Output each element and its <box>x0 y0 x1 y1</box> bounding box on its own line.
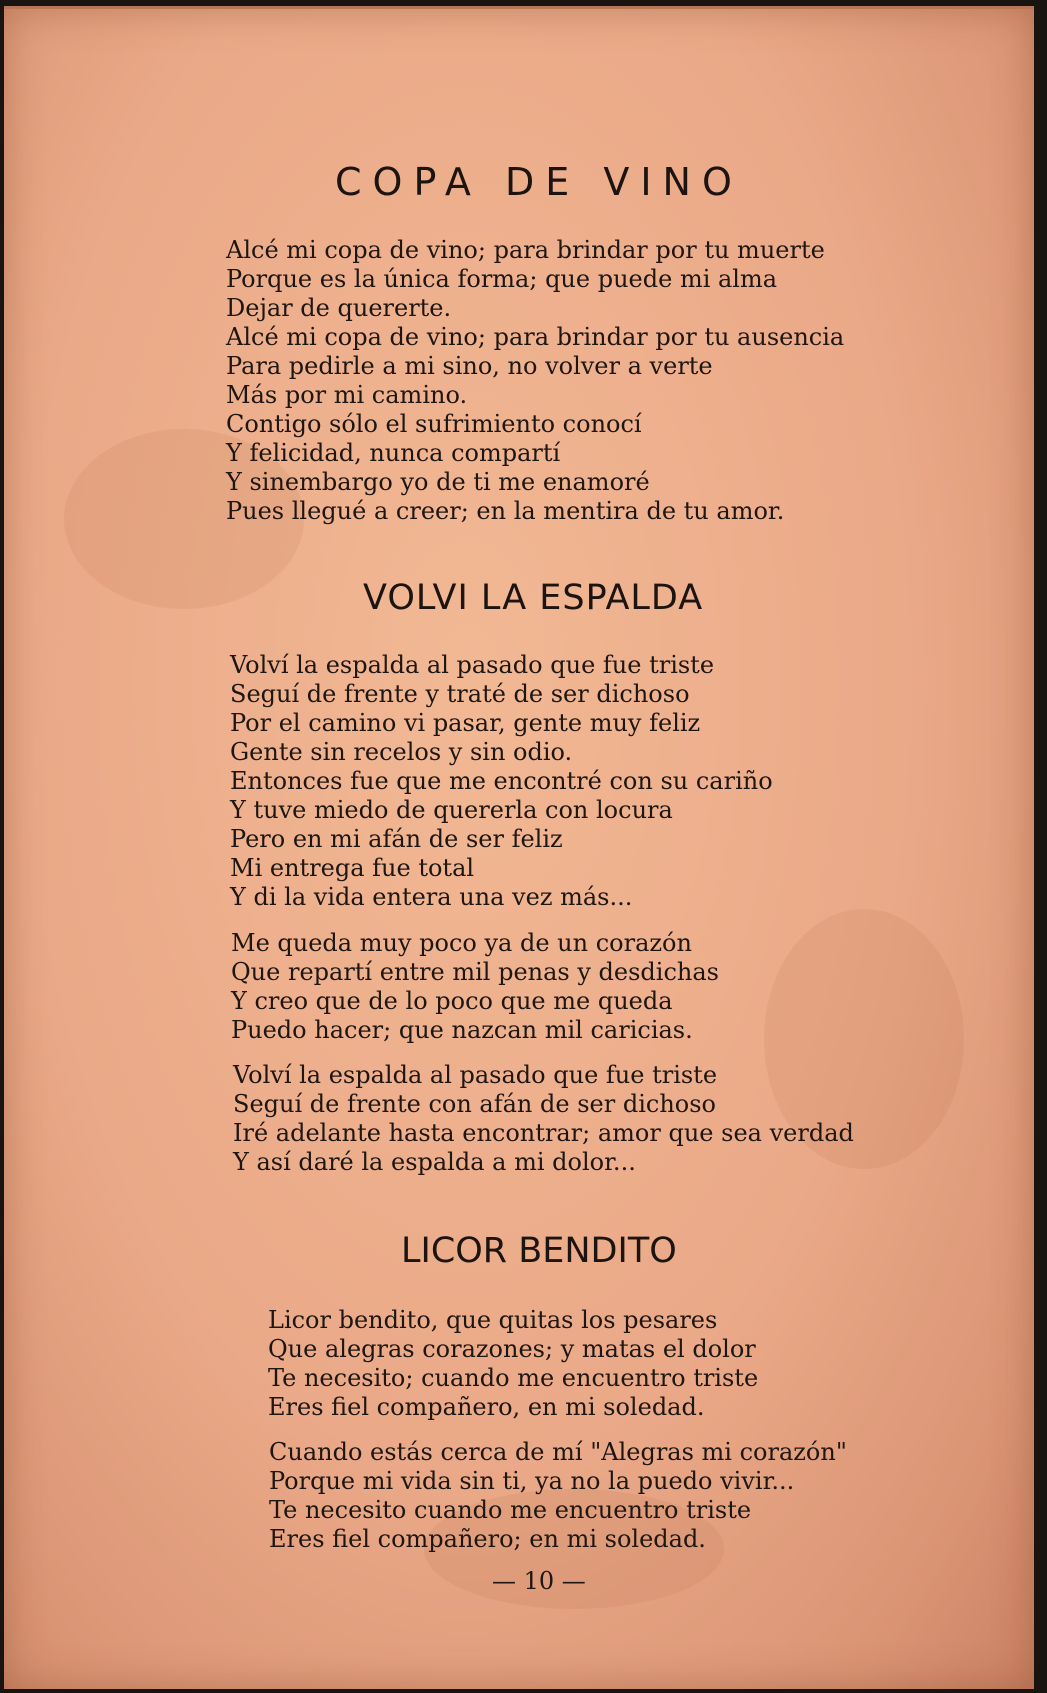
poem-stanza <box>269 1438 847 1554</box>
poem-title-copa-de-vino: COPA DE VINO <box>335 160 743 204</box>
poem-line: Mi entrega fue total <box>230 854 475 882</box>
poem-line: Y creo que de lo poco que me queda <box>231 987 673 1015</box>
poem-stanza <box>231 929 719 1045</box>
poem-line: Por el camino vi pasar, gente muy feliz <box>230 709 701 737</box>
page-number: — 10 — <box>492 1567 586 1595</box>
poem-line: Alcé mi copa de vino; para brindar por tu muerte <box>226 236 825 264</box>
poem-line: Porque mi vida sin ti, ya no la puedo vivir... <box>269 1467 795 1495</box>
poem-line: Cuando estás cerca de mí "Alegras mi corazón" <box>269 1438 847 1466</box>
poem-line: Y felicidad, nunca compartí <box>226 439 561 467</box>
poem-line: Dejar de quererte. <box>226 294 452 322</box>
poem-line: Eres fiel compañero, en mi soledad. <box>268 1393 705 1421</box>
poem-line: Y sinembargo yo de ti me enamoré <box>226 468 650 496</box>
poem-line: Seguí de frente y traté de ser dichoso <box>230 680 690 708</box>
poem-stanza <box>230 651 773 912</box>
poem-line: Pues llegué a creer; en la mentira de tu amor. <box>226 497 785 525</box>
poem-line: Que repartí entre mil penas y desdichas <box>231 958 719 986</box>
poem-line: Volví la espalda al pasado que fue triste <box>230 651 715 679</box>
poem-title-volvi-la-espalda: VOLVI LA ESPALDA <box>363 578 704 618</box>
poem-line: Gente sin recelos y sin odio. <box>230 738 573 766</box>
poem-line: Seguí de frente con afán de ser dichoso <box>233 1090 716 1118</box>
poem-line: Pero en mi afán de ser feliz <box>230 825 563 853</box>
poem-line: Te necesito cuando me encuentro triste <box>269 1496 752 1524</box>
poem-line: Contigo sólo el sufrimiento conocí <box>226 410 642 438</box>
poem-stanza <box>226 236 844 526</box>
poem-stanza <box>233 1061 854 1177</box>
poem-title-licor-bendito: LICOR BENDITO <box>401 1231 677 1271</box>
poem-line: Eres fiel compañero; en mi soledad. <box>269 1525 706 1553</box>
poem-line: Y tuve miedo de quererla con locura <box>230 796 673 824</box>
poem-line: Alcé mi copa de vino; para brindar por tu ausencia <box>226 323 845 351</box>
poem-line: Te necesito; cuando me encuentro triste <box>268 1364 759 1392</box>
poem-line: Y di la vida entera una vez más... <box>230 883 633 911</box>
poem-line: Puedo hacer; que nazcan mil caricias. <box>231 1016 693 1044</box>
poem-line: Me queda muy poco ya de un corazón <box>231 929 692 957</box>
poem-line: Volví la espalda al pasado que fue triste <box>233 1061 718 1089</box>
poem-stanza <box>268 1306 758 1422</box>
poem-line: Más por mi camino. <box>226 381 468 409</box>
poem-line: Y así daré la espalda a mi dolor... <box>233 1148 636 1176</box>
poem-line: Que alegras corazones; y matas el dolor <box>268 1335 756 1363</box>
poem-line: Iré adelante hasta encontrar; amor que sea verdad <box>233 1119 854 1147</box>
poem-line: Entonces fue que me encontré con su cariño <box>230 767 773 795</box>
poem-line: Porque es la única forma; que puede mi alma <box>226 265 778 293</box>
poem-line: Para pedirle a mi sino, no volver a verte <box>226 352 713 380</box>
poem-line: Licor bendito, que quitas los pesares <box>268 1306 718 1334</box>
